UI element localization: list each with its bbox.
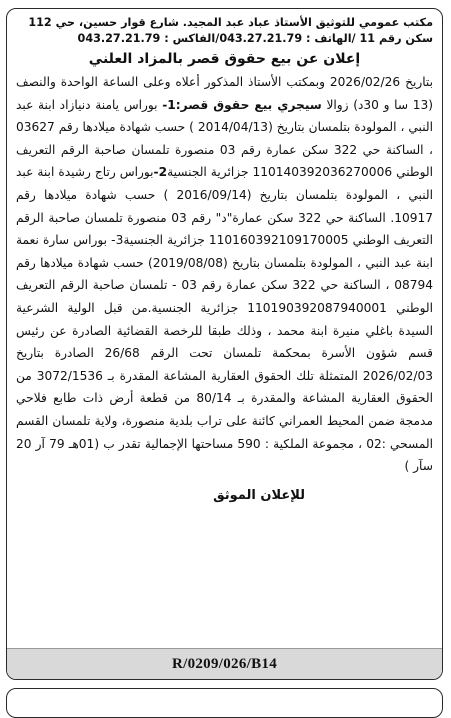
office-address-line1: مكتب عمومي للتوثيق الأستاذ عباد عبد المجيد. شارع قوار حسين، حي 112 <box>28 16 433 29</box>
next-notice-frame <box>6 688 443 718</box>
body-minor-2-3: بوراس رتاج رشيدة ابنة عبد النبي ، المولودة بتلمسان بتاريخ (2016/09/14 ) حسب شهادة ميلادها رقم 10917. الساكنة حي 322 سكن عمارة"د" رقم 03 منصورة تلمسان صاحبة الرقم التعريف الوطني 110160392109170005 جزائرية الجنسية3- بوراس سارة نعمة ابنة عبد النبي ، المولودة بتلمسان بتاريخ (2019/08/08) حسب شهادة ميلادها رقم 08794 ، الساكنة حي 322 سكن عمارة رقم 03 - تلمسان صاحبة الرقم التعريف الوطني 110190392087940001 جزائرية الجنسية.من قبل الولية الشرعية السيدة باغلي منيرة ابنة محمد ، وذلك طبقا للرخصة القضائية الصادرة عن رئيس قسم شؤون الأسرة بمحكمة تلمسان تحت الرقم 26/68 الصادرة بتاريخ 2026/02/03 المتمثلة تلك الحقوق العقارية المشاعة المقدرة بـ 3072/1536 من الحقوق العقارية المشاعة والمقدرة بـ 80/14 من قطعة أرض ذات طابع فلاحي مدمجة ضمن المحيط العمراني كائنة على تراب بلدية منصورة، ولاية تلمسان القسم المسحي :02 ، مجموعة الملكية : 590 مساحتها الإجمالية تقدر ب (01هـ 79 آر 20 سآر ) <box>16 165 434 474</box>
reference-code: R/0209/026/B14 <box>171 655 278 672</box>
notice-body <box>16 71 433 478</box>
notice-title: إعلان عن بيع حقوق قصر بالمزاد العلني <box>88 51 361 67</box>
notice-frame <box>6 8 443 680</box>
notice-signoff: للإعلان الموثق <box>213 487 305 503</box>
body-bold-number: 2- <box>153 165 168 180</box>
reference-bar <box>7 648 442 679</box>
office-contact-line2: سكن رقم 11 /الهاتف : 043.27.21.79/الفاكس : 043.27.21.79 <box>77 32 433 45</box>
body-bold-heading: سيجري بيع حقوق قصر:1- <box>162 97 322 112</box>
notice-content <box>7 9 442 503</box>
body-minor-1: بوراس يامنة دنيازاد ابنة عبد النبي ، المولودة بتلمسان بتاريخ (2014/04/13 ) حسب شهادة ميلادها رقم 03627 ، الساكنة حي 322 سكن عمارة رقم 03 منصورة تلمسان صاحبة الرقم التعريف الوطني 110140392036270006 جزائرية الجنسية <box>16 97 433 180</box>
body-intro: بتاريخ 2026/02/26 وبمكتب الأستاذ المذكور أعلاه وعلى الساعة الواحدة والنصف (13 سا و 30د) زوالا <box>16 75 434 112</box>
